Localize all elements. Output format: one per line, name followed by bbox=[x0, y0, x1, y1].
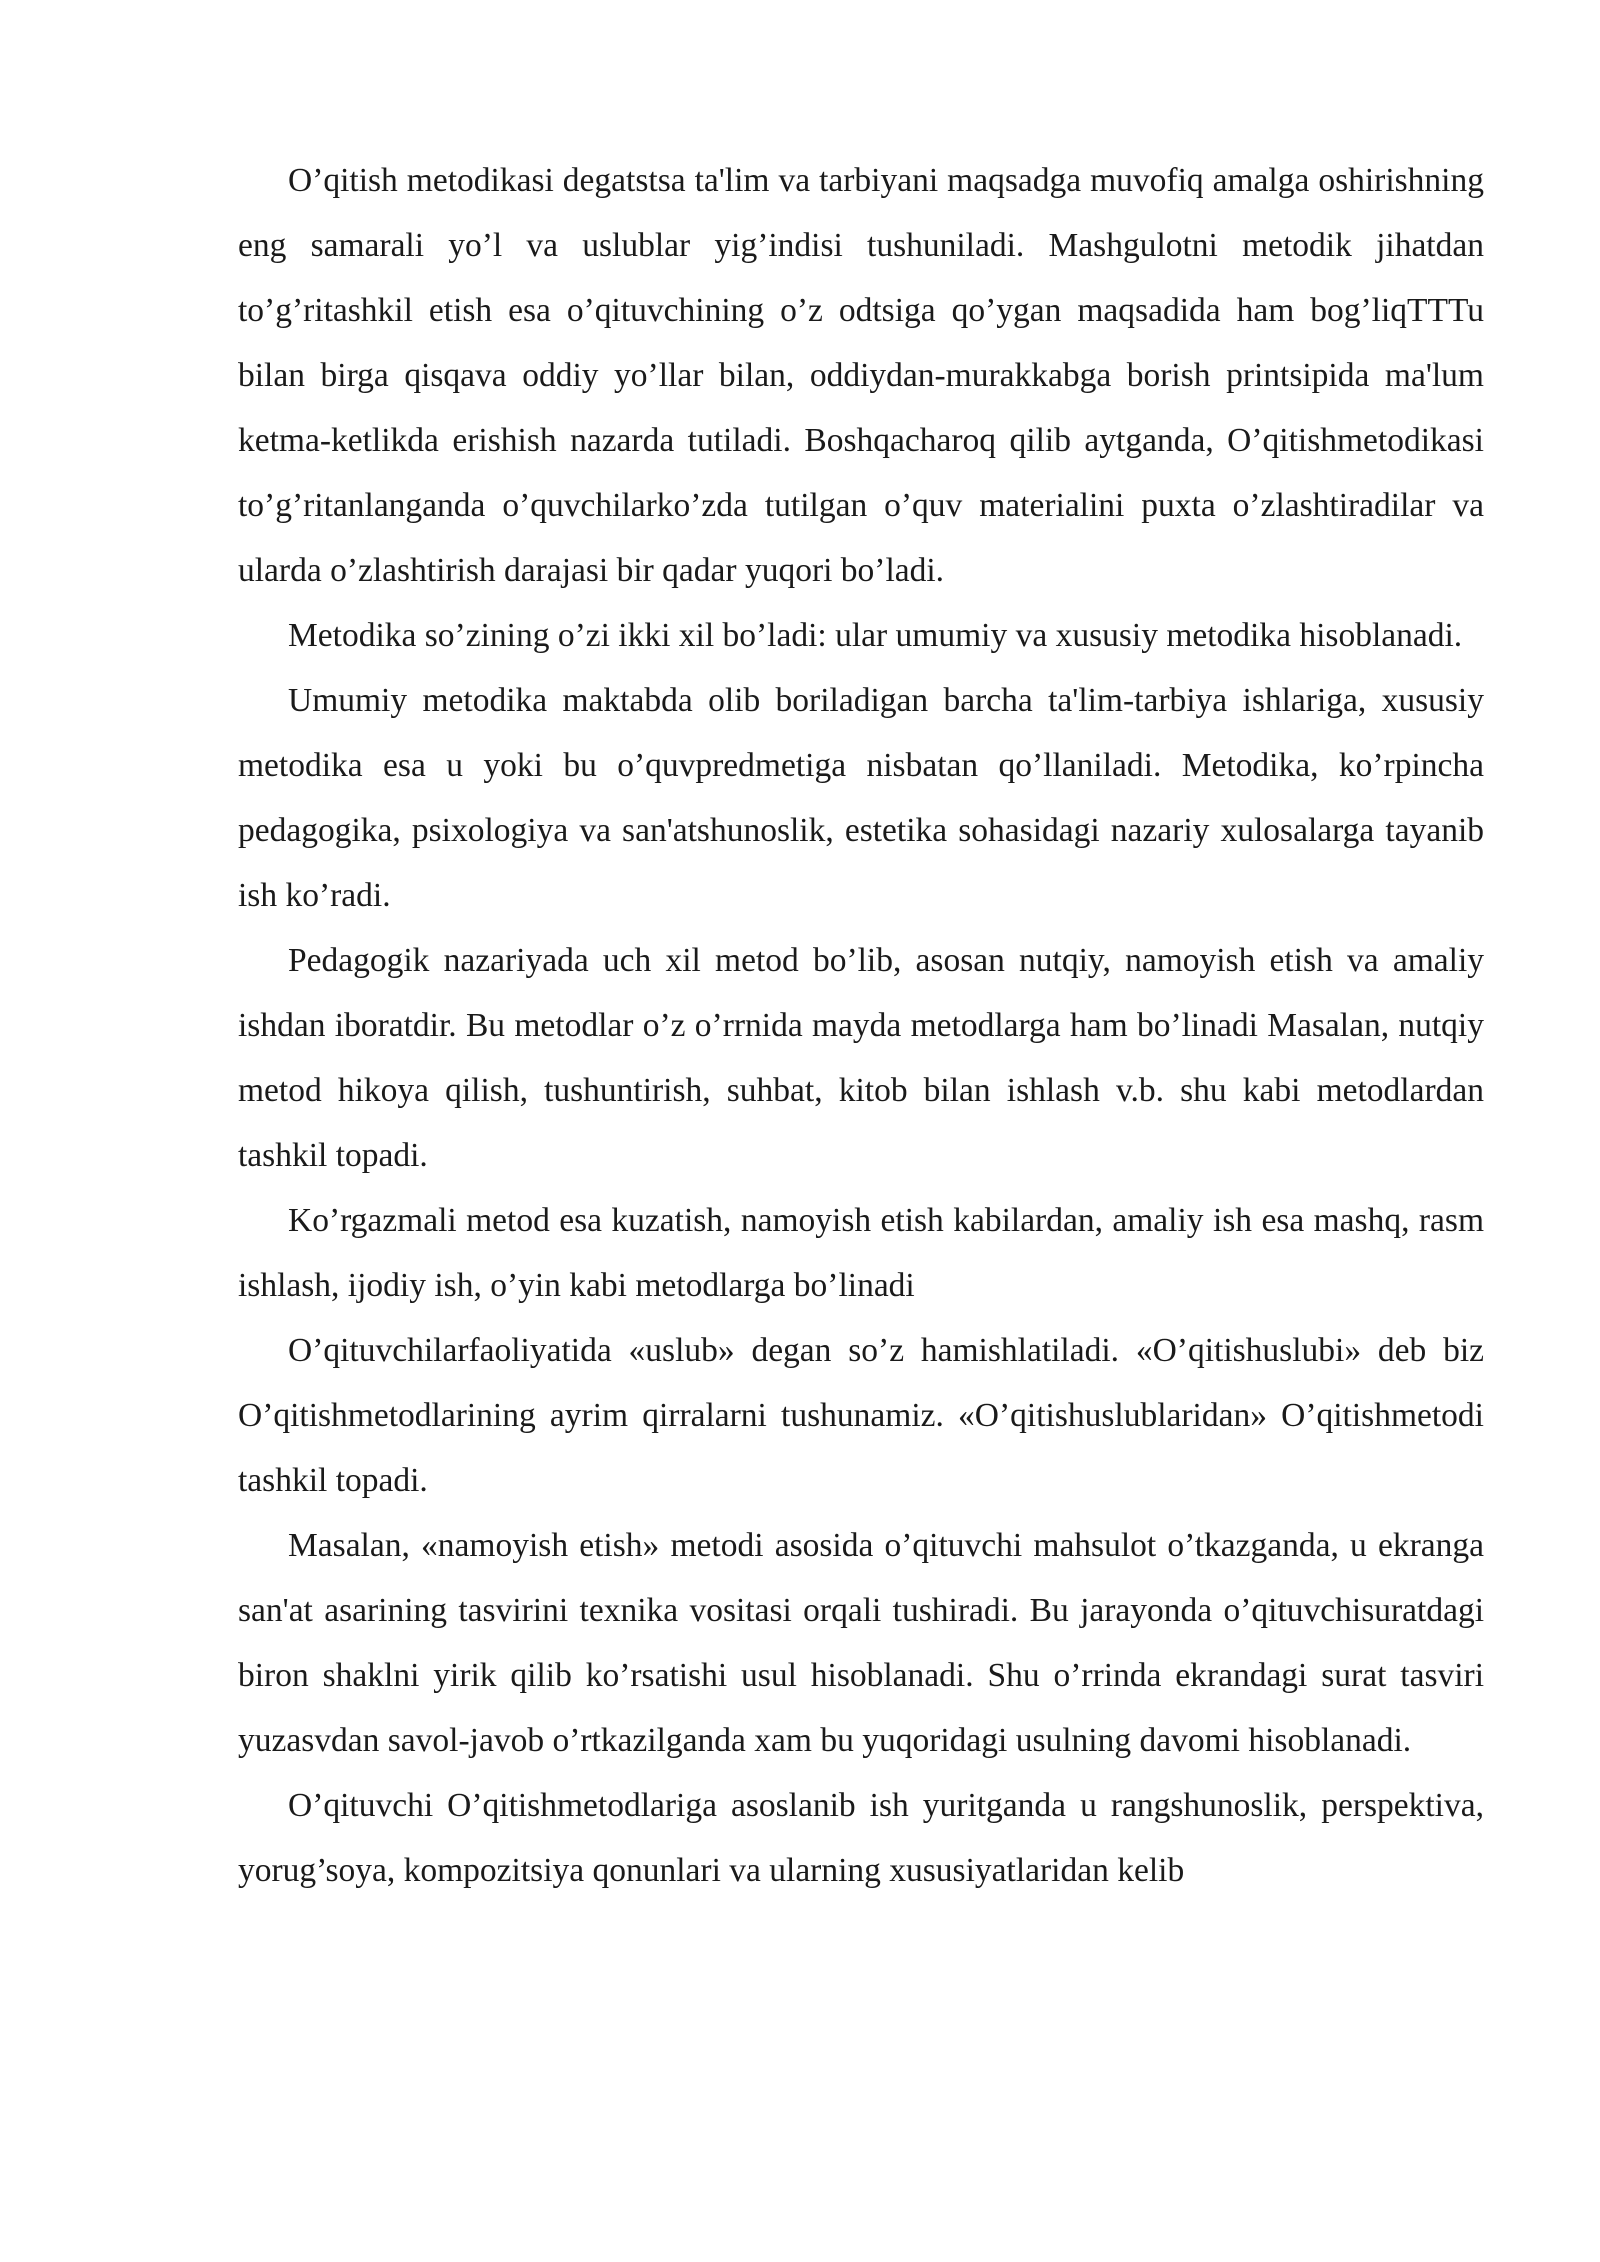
paragraph-4: Pedagogik nazariyada uch xil metod bo’lib, asosan nutqiy, namoyish etish va amaliy ishdan iboratdir. Bu metodlar o’z o’rrnida mayda metodlarga ham bo’linadi Masalan, nutqiy metod hikoya qilish, tushuntirish, suhbat, kitob bilan ishlash v.b. shu kabi metodlardan tashkil topadi. bbox=[238, 942, 1484, 1174]
paragraph-8: O’qituvchi O’qitishmetodlariga asoslanib ish yuritganda u rangshunoslik, perspektiva, yorug’soya, kompozitsiya qonunlari va ularning xususiyatlaridan kelib bbox=[238, 1787, 1484, 1889]
paragraph-3: Umumiy metodika maktabda olib boriladigan barcha ta'lim-tarbiya ishlariga, xususiy metodika esa u yoki bu o’quvpredmetiga nisbatan qo’llaniladi. Metodika, ko’rpincha pedagogika, psixologiya va san'atshunoslik, estetika sohasidagi nazariy xulosalarga tayanib ish ko’radi. bbox=[238, 682, 1484, 914]
paragraph-1: O’qitish metodikasi degatstsa ta'lim va tarbiyani maqsadga muvofiq amalga oshirishning eng samarali yo’l va uslublar yig’indisi tushuniladi. Mashgulotni metodik jihatdan to’g’ritashkil etish esa o’qituvchining o’z odtsiga qo’ygan maqsadida ham bog’liqTTTu bilan birga qisqava oddiy yo’llar bilan, oddiydan-murakkabga borish printsipida ma'lum ketma-ketlikda erishish nazarda tutiladi. Boshqacharoq qilib aytganda, O’qitishmetodikasi to’g’ritanlanganda o’quvchilarko’zda tutilgan o’quv materialini puxta o’zlashtiradilar va ularda o’zlashtirish darajasi bir qadar yuqori bo’ladi. bbox=[238, 162, 1484, 589]
paragraph-6: O’qituvchilarfaoliyatida «uslub» degan so’z hamishlatiladi. «O’qitishuslubi» deb biz O’qitishmetodlarining ayrim qirralarni tushunamiz. «O’qitishuslublaridan» O’qitishmetodi tashkil topadi. bbox=[238, 1332, 1484, 1499]
document-body bbox=[238, 148, 1484, 1903]
paragraph-7: Masalan, «namoyish etish» metodi asosida o’qituvchi mahsulot o’tkazganda, u ekranga san'at asarining tasvirini texnika vositasi orqali tushiradi. Bu jarayonda o’qituvchisuratdagi biron shaklni yirik qilib ko’rsatishi usul hisoblanadi. Shu o’rrinda ekrandagi surat tasviri yuzasvdan savol-javob o’rtkazilganda xam bu yuqoridagi usulning davomi hisoblanadi. bbox=[238, 1527, 1484, 1759]
paragraph-5: Ko’rgazmali metod esa kuzatish, namoyish etish kabilardan, amaliy ish esa mashq, rasm ishlash, ijodiy ish, o’yin kabi metodlarga bo’linadi bbox=[238, 1202, 1484, 1304]
paragraph-2: Metodika so’zining o’zi ikki xil bo’ladi: ular umumiy va xususiy metodika hisoblanadi. bbox=[288, 617, 1463, 654]
